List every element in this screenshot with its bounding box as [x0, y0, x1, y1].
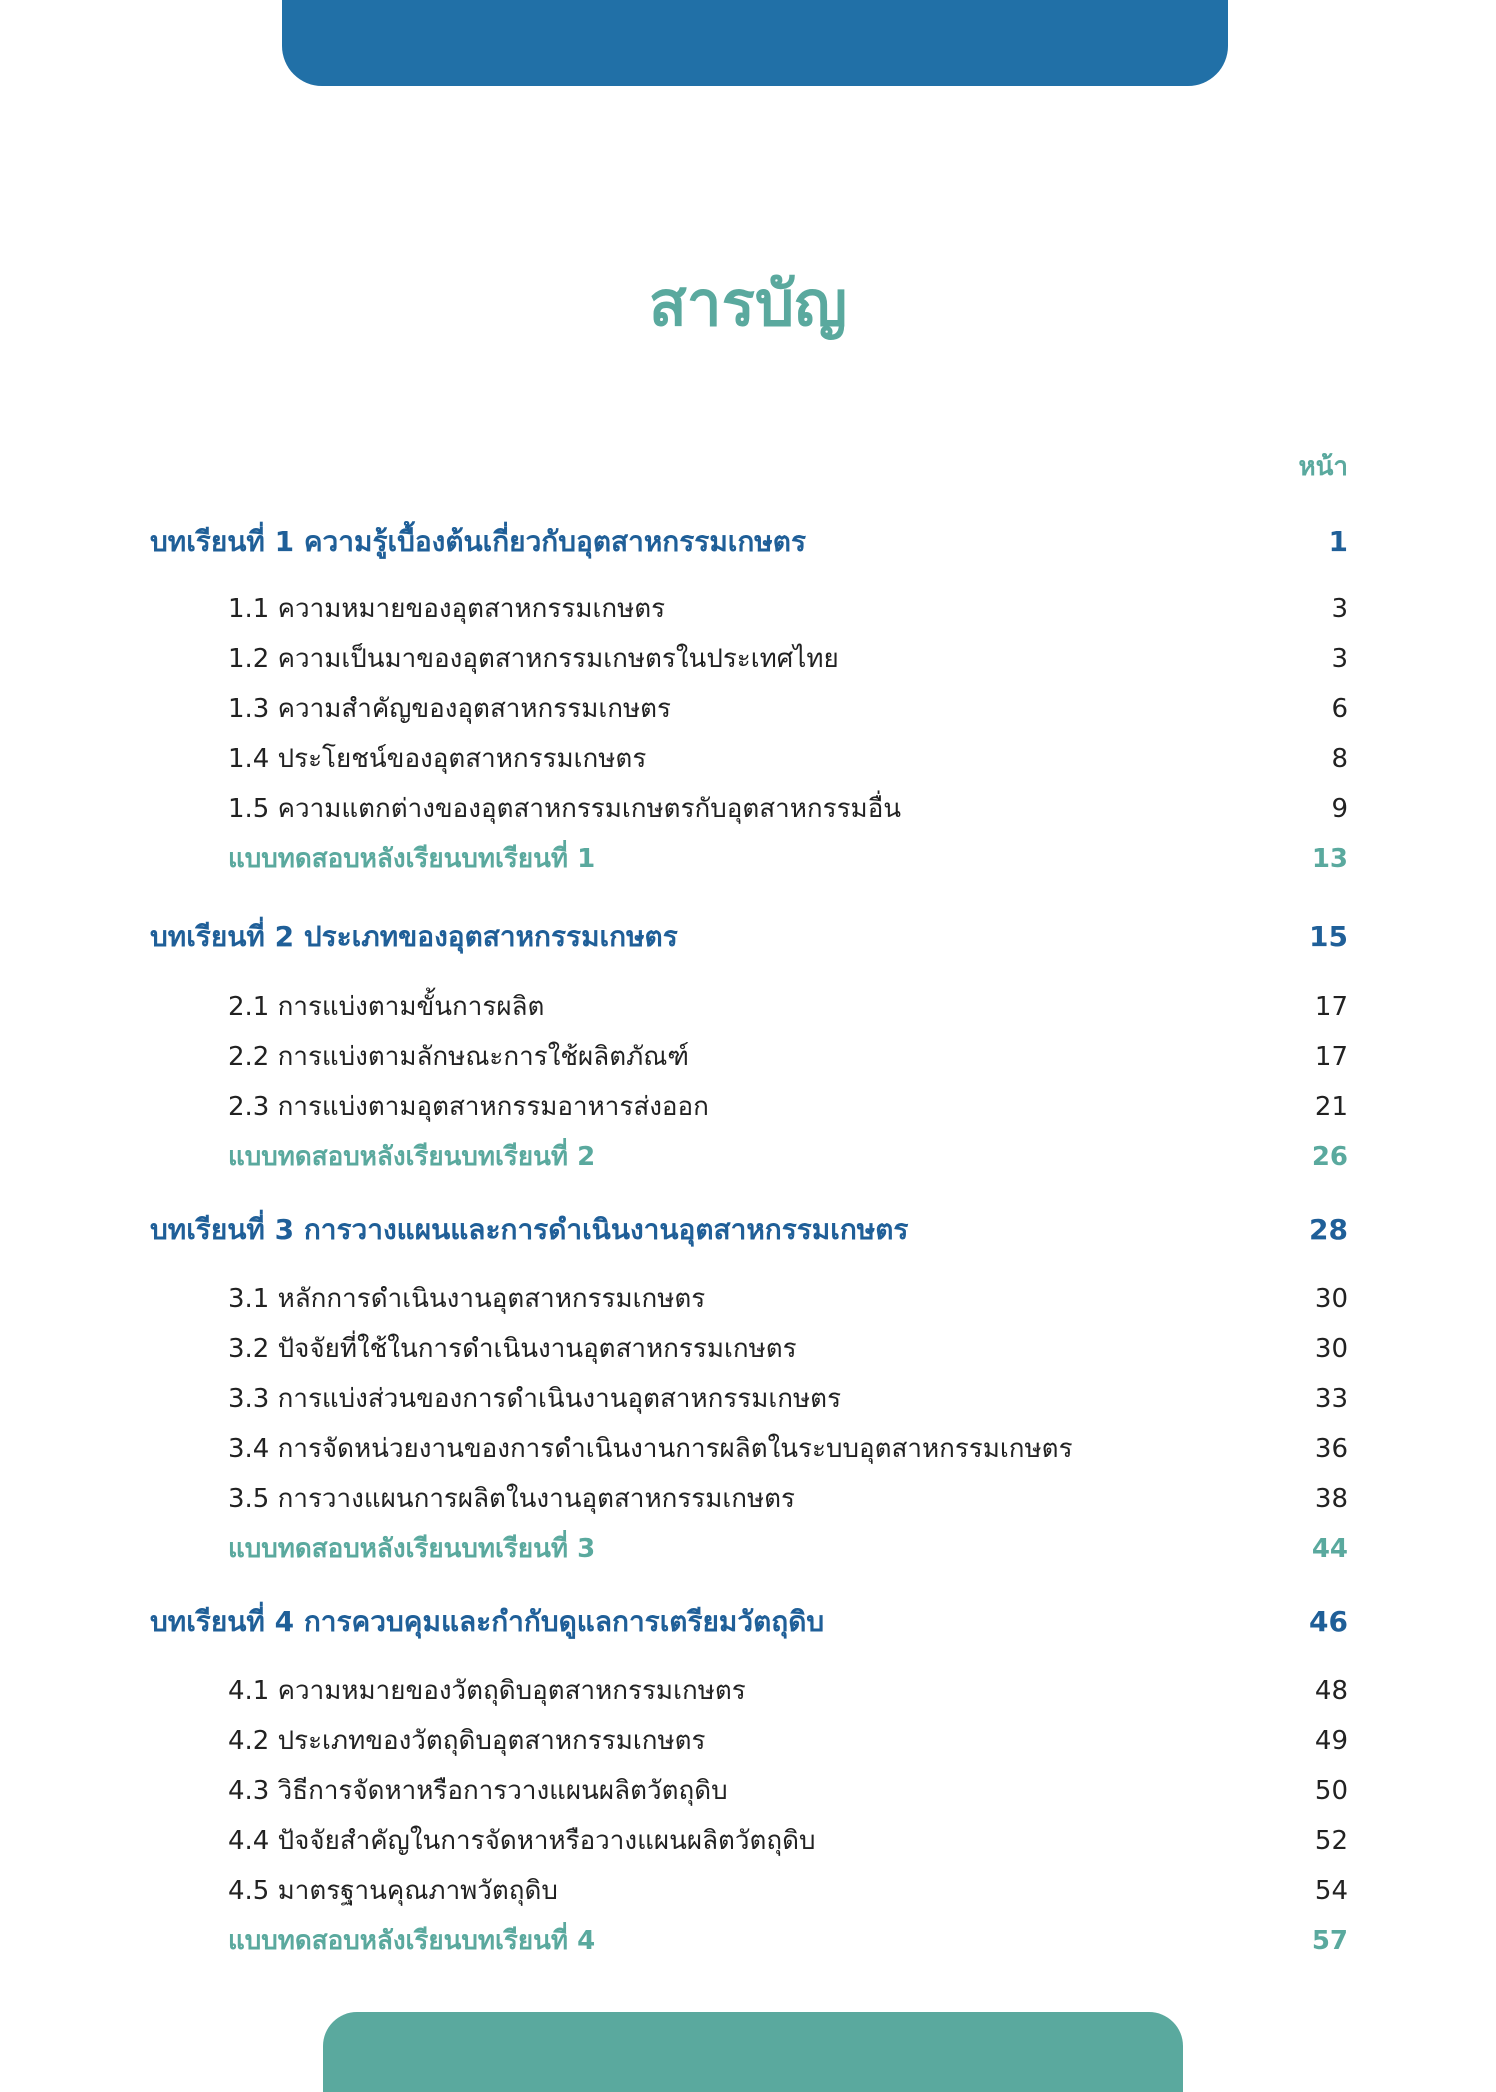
toc-page-number: 38: [1314, 1484, 1348, 1514]
toc-page-number: 30: [1314, 1284, 1348, 1314]
toc-entry-label: บทเรียนที่ 4 การควบคุมและกำกับดูแลการเตรียมวัตถุดิบ: [150, 1605, 825, 1638]
toc-page-number: 57: [1311, 1926, 1348, 1956]
toc-page-number: 17: [1314, 1042, 1348, 1072]
toc-entry-label: 1.2 ความเป็นมาของอุตสาหกรรมเกษตรในประเทศไทย: [228, 644, 839, 674]
toc-entry-label: 4.3 วิธีการจัดหาหรือการวางแผนผลิตวัตถุดิบ: [228, 1776, 728, 1806]
toc-entry-label: 3.5 การวางแผนการผลิตในงานอุตสาหกรรมเกษตร: [228, 1484, 796, 1514]
toc-entry-label: 1.3 ความสำคัญของอุตสาหกรรมเกษตร: [228, 694, 671, 724]
toc-entry-label: 2.3 การแบ่งตามอุตสาหกรรมอาหารส่งออก: [228, 1092, 709, 1122]
toc-page-number: 54: [1314, 1876, 1348, 1906]
toc-entry-label: บทเรียนที่ 1 ความรู้เบื้องต้นเกี่ยวกับอุตสาหกรรมเกษตร: [150, 525, 806, 558]
toc-section-row[interactable]: [150, 1278, 1348, 1319]
toc-entry-label: 4.5 มาตรฐานคุณภาพวัตถุดิบ: [228, 1876, 558, 1906]
toc-page-number: 46: [1309, 1605, 1348, 1638]
toc-entry-label: 2.1 การแบ่งตามขั้นการผลิต: [228, 992, 545, 1022]
page-title: สารบัญ: [648, 267, 848, 340]
toc-section-row[interactable]: [150, 1770, 1348, 1811]
toc-entry-label: 1.5 ความแตกต่างของอุตสาหกรรมเกษตรกับอุตสาหกรรมอื่น: [228, 794, 902, 824]
toc-entry-label: แบบทดสอบหลังเรียนบทเรียนที่ 3: [228, 1534, 596, 1564]
toc-chapter-row[interactable]: [150, 915, 1348, 959]
toc-entry-label: แบบทดสอบหลังเรียนบทเรียนที่ 4: [228, 1926, 596, 1956]
toc-chapter-row[interactable]: [150, 520, 1348, 564]
toc-section-row[interactable]: [150, 1378, 1348, 1419]
toc-section-row[interactable]: [150, 738, 1348, 779]
toc-section-row[interactable]: [150, 1328, 1348, 1369]
toc-page-number: 48: [1314, 1676, 1348, 1706]
toc-section-row[interactable]: [150, 688, 1348, 729]
toc-page-number: 26: [1311, 1142, 1348, 1172]
toc-page-number: 8: [1331, 744, 1348, 774]
toc-entry-label: 4.2 ประเภทของวัตถุดิบอุตสาหกรรมเกษตร: [228, 1726, 706, 1756]
toc-section-row[interactable]: [150, 1870, 1348, 1911]
toc-entry-label: 3.1 หลักการดำเนินงานอุตสาหกรรมเกษตร: [228, 1284, 706, 1314]
toc-quiz-row[interactable]: [150, 838, 1348, 879]
toc-page-number: 36: [1314, 1434, 1348, 1464]
toc-section-row[interactable]: [150, 1670, 1348, 1711]
toc-entry-label: แบบทดสอบหลังเรียนบทเรียนที่ 1: [228, 844, 596, 874]
toc-quiz-row[interactable]: [150, 1136, 1348, 1177]
toc-section-row[interactable]: [150, 1036, 1348, 1077]
toc-section-row[interactable]: [150, 1820, 1348, 1861]
toc-page-number: 30: [1314, 1334, 1348, 1364]
toc-page-number: 9: [1331, 794, 1348, 824]
top-header-tab: [282, 0, 1228, 86]
toc-page-number: 44: [1311, 1534, 1348, 1564]
toc-chapter-row[interactable]: [150, 1600, 1348, 1644]
toc-section-row[interactable]: [150, 1720, 1348, 1761]
bottom-footer-tab: [323, 2012, 1183, 2092]
toc-section-row[interactable]: [150, 788, 1348, 829]
toc-page-number: 6: [1331, 694, 1348, 724]
toc-page-number: 33: [1314, 1384, 1348, 1414]
toc-page-number: 3: [1331, 594, 1348, 624]
toc-page-number: 28: [1309, 1213, 1348, 1246]
page-column-header: หน้า: [1298, 452, 1348, 482]
toc-quiz-row[interactable]: [150, 1920, 1348, 1961]
toc-page-number: 50: [1314, 1776, 1348, 1806]
toc-page-number: 49: [1314, 1726, 1348, 1756]
toc-page-number: 1: [1328, 525, 1348, 558]
toc-section-row[interactable]: [150, 638, 1348, 679]
toc-page-number: 15: [1309, 920, 1348, 953]
toc-entry-label: บทเรียนที่ 2 ประเภทของอุตสาหกรรมเกษตร: [150, 920, 678, 953]
toc-page-number: 17: [1314, 992, 1348, 1022]
toc-entry-label: 3.4 การจัดหน่วยงานของการดำเนินงานการผลิตในระบบอุตสาหกรรมเกษตร: [228, 1434, 1073, 1464]
toc-section-row[interactable]: [150, 986, 1348, 1027]
toc-section-row[interactable]: [150, 1086, 1348, 1127]
toc-section-row[interactable]: [150, 588, 1348, 629]
toc-page-number: 3: [1331, 644, 1348, 674]
toc-section-row[interactable]: [150, 1428, 1348, 1469]
toc-page-number: 13: [1311, 844, 1348, 874]
toc-quiz-row[interactable]: [150, 1528, 1348, 1569]
toc-entry-label: แบบทดสอบหลังเรียนบทเรียนที่ 2: [228, 1142, 596, 1172]
toc-section-row[interactable]: [150, 1478, 1348, 1519]
toc-entry-label: 4.4 ปัจจัยสำคัญในการจัดหาหรือวางแผนผลิตวัตถุดิบ: [228, 1826, 816, 1856]
toc-entry-label: 3.2 ปัจจัยที่ใช้ในการดำเนินงานอุตสาหกรรมเกษตร: [228, 1334, 797, 1364]
toc-entry-label: 2.2 การแบ่งตามลักษณะการใช้ผลิตภัณฑ์: [228, 1042, 689, 1072]
toc-entry-label: 1.4 ประโยชน์ของอุตสาหกรรมเกษตร: [228, 744, 647, 774]
toc-entry-label: 1.1 ความหมายของอุตสาหกรรมเกษตร: [228, 594, 666, 624]
toc-entry-label: บทเรียนที่ 3 การวางแผนและการดำเนินงานอุตสาหกรรมเกษตร: [150, 1213, 909, 1246]
toc-entry-label: 3.3 การแบ่งส่วนของการดำเนินงานอุตสาหกรรมเกษตร: [228, 1384, 842, 1414]
toc-entry-label: 4.1 ความหมายของวัตถุดิบอุตสาหกรรมเกษตร: [228, 1676, 746, 1706]
toc-page-number: 21: [1314, 1092, 1348, 1122]
toc-chapter-row[interactable]: [150, 1208, 1348, 1252]
toc-page-number: 52: [1314, 1826, 1348, 1856]
